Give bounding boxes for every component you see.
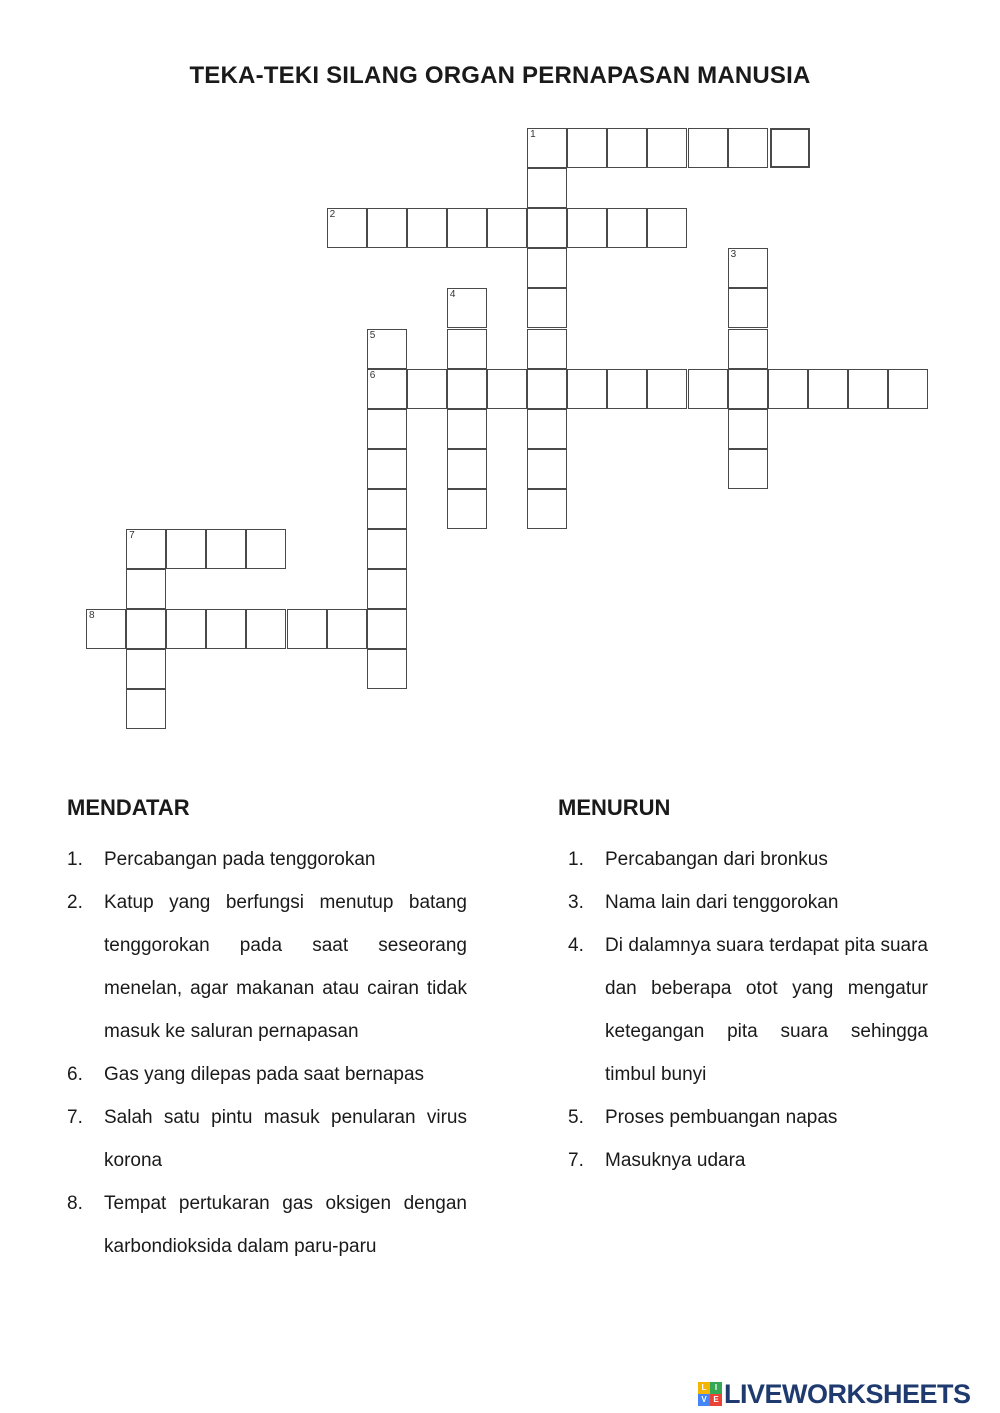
clue-number-label: 7	[129, 530, 135, 541]
crossword-cell[interactable]	[327, 609, 367, 649]
crossword-cell[interactable]	[647, 128, 687, 168]
crossword-cell[interactable]	[367, 369, 407, 409]
crossword-cell[interactable]	[367, 489, 407, 529]
crossword-cell[interactable]	[246, 529, 286, 569]
crossword-cell[interactable]	[888, 369, 928, 409]
crossword-cell[interactable]	[527, 248, 567, 288]
crossword-cell[interactable]	[527, 369, 567, 409]
crossword-cell[interactable]	[206, 529, 246, 569]
crossword-cell[interactable]	[527, 168, 567, 208]
crossword-cell[interactable]	[367, 609, 407, 649]
clue-number-label: 4	[449, 289, 456, 301]
clue-number-label: 5	[369, 329, 376, 341]
clue-number: 8.	[67, 1193, 83, 1214]
clue-number-label: 8	[89, 610, 95, 622]
crossword-cell-extra[interactable]	[770, 128, 810, 168]
clue-number-label: 1	[530, 129, 536, 140]
crossword-cell[interactable]	[86, 609, 126, 649]
crossword-cell[interactable]	[848, 369, 888, 409]
clue-number: 4.	[568, 935, 584, 956]
clue-text: Percabangan pada tenggorokan	[104, 849, 376, 870]
across-clue	[67, 881, 467, 1053]
clue-text: Nama lain dari tenggorokan	[605, 892, 839, 913]
crossword-cell[interactable]	[367, 208, 407, 248]
crossword-cell[interactable]	[447, 329, 487, 369]
crossword-cell[interactable]	[447, 208, 487, 248]
crossword-cell[interactable]	[327, 208, 367, 248]
down-heading: MENURUN	[558, 795, 671, 820]
logo-letter: I	[710, 1382, 722, 1394]
logo-letter: V	[698, 1394, 710, 1406]
clue-number: 1.	[568, 849, 584, 870]
across-clue	[67, 1053, 467, 1096]
crossword-cell[interactable]	[126, 529, 166, 569]
crossword-cell[interactable]	[728, 449, 768, 489]
crossword-cell[interactable]	[367, 649, 407, 689]
across-clue	[67, 1182, 467, 1268]
crossword-cell[interactable]	[367, 329, 407, 369]
crossword-cell[interactable]	[447, 489, 487, 529]
clue-text: Di dalamnya suara terdapat pita suara dan beberapa otot yang mengatur ketegangan pita suara sehingga timbul bunyi	[605, 935, 928, 1085]
clue-number-label: 3	[730, 249, 737, 261]
clue-text: Katup yang berfungsi menutup batang tenggorokan pada saat seseorang menelan, agar makanan atau cairan tidak masuk ke saluran pernapasan	[104, 892, 467, 1042]
logo-letter: L	[698, 1382, 710, 1394]
down-clue	[568, 838, 928, 881]
crossword-cell[interactable]	[447, 288, 487, 328]
page-title: TEKA-TEKI SILANG ORGAN PERNAPASAN MANUSIA	[189, 62, 811, 89]
crossword-cell[interactable]	[367, 409, 407, 449]
crossword-cell[interactable]	[808, 369, 848, 409]
clue-text: Proses pembuangan napas	[605, 1107, 838, 1128]
clue-text: Tempat pertukaran gas oksigen dengan karbondioksida dalam paru-paru	[104, 1193, 467, 1257]
clue-text: Gas yang dilepas pada saat bernapas	[104, 1064, 425, 1085]
crossword-cell[interactable]	[487, 369, 527, 409]
crossword-cell[interactable]	[527, 288, 567, 328]
crossword-cell[interactable]	[166, 609, 206, 649]
down-clue	[568, 924, 928, 1096]
crossword-cell[interactable]	[407, 369, 447, 409]
crossword-cell[interactable]	[728, 128, 768, 168]
down-clue	[568, 1096, 928, 1139]
clue-number: 5.	[568, 1107, 584, 1128]
across-clue	[67, 1096, 467, 1182]
clue-number-label: 2	[329, 209, 336, 221]
crossword-cell[interactable]	[527, 329, 567, 369]
across-clue	[67, 838, 467, 881]
logo-letter: E	[710, 1394, 722, 1406]
clue-number: 3.	[568, 892, 584, 913]
crossword-cell[interactable]	[126, 569, 166, 609]
crossword-cell[interactable]	[407, 208, 447, 248]
crossword-cell[interactable]	[768, 369, 808, 409]
clue-number: 1.	[67, 849, 83, 870]
crossword-cell[interactable]	[728, 329, 768, 369]
crossword-cell[interactable]	[447, 449, 487, 489]
crossword-cell[interactable]	[447, 369, 487, 409]
down-clue	[568, 1139, 928, 1182]
liveworksheets-icon	[698, 1382, 722, 1406]
crossword-cell[interactable]	[567, 208, 607, 248]
clue-number-label: 6	[369, 369, 376, 381]
crossword-cell[interactable]	[367, 449, 407, 489]
crossword-cell[interactable]	[367, 569, 407, 609]
crossword-cell[interactable]	[527, 409, 567, 449]
crossword-cell[interactable]	[688, 128, 728, 168]
crossword-cell[interactable]	[688, 369, 728, 409]
clue-text: Masuknya udara	[605, 1150, 746, 1171]
crossword-cell[interactable]	[246, 609, 286, 649]
crossword-cell[interactable]	[607, 128, 647, 168]
crossword-cell[interactable]	[567, 369, 607, 409]
down-clue	[568, 881, 928, 924]
crossword-cell[interactable]	[527, 489, 567, 529]
crossword-cell[interactable]	[287, 609, 327, 649]
clue-number: 2.	[67, 892, 83, 913]
crossword-cell[interactable]	[607, 208, 647, 248]
crossword-cell[interactable]	[728, 369, 768, 409]
crossword-cell[interactable]	[647, 208, 687, 248]
clue-text: Salah satu pintu masuk penularan virus korona	[104, 1107, 467, 1171]
crossword-cell[interactable]	[527, 449, 567, 489]
crossword-cell[interactable]	[567, 128, 607, 168]
across-heading: MENDATAR	[67, 795, 190, 820]
crossword-cell[interactable]	[647, 369, 687, 409]
crossword-cell[interactable]	[527, 208, 567, 248]
crossword-cell[interactable]	[527, 128, 567, 168]
crossword-cell[interactable]	[728, 288, 768, 328]
crossword-cell[interactable]	[126, 689, 166, 729]
clue-number: 7.	[67, 1107, 83, 1128]
crossword-cell[interactable]	[728, 409, 768, 449]
crossword-cell[interactable]	[367, 529, 407, 569]
crossword-cell[interactable]	[166, 529, 206, 569]
across-clue-list	[67, 838, 467, 1268]
clue-text: Percabangan dari bronkus	[605, 849, 828, 870]
down-clue-list	[568, 838, 928, 1182]
crossword-cell[interactable]	[447, 409, 487, 449]
crossword-cell[interactable]	[607, 369, 647, 409]
crossword-cell[interactable]	[728, 248, 768, 288]
liveworksheets-logo	[698, 1378, 971, 1410]
crossword-cell[interactable]	[126, 649, 166, 689]
logo-text: LIVEWORKSHEETS	[724, 1378, 971, 1409]
crossword-cell[interactable]	[126, 609, 166, 649]
crossword-cell[interactable]	[206, 609, 246, 649]
crossword-cell[interactable]	[487, 208, 527, 248]
clue-number: 6.	[67, 1064, 83, 1085]
clue-number: 7.	[568, 1150, 584, 1171]
